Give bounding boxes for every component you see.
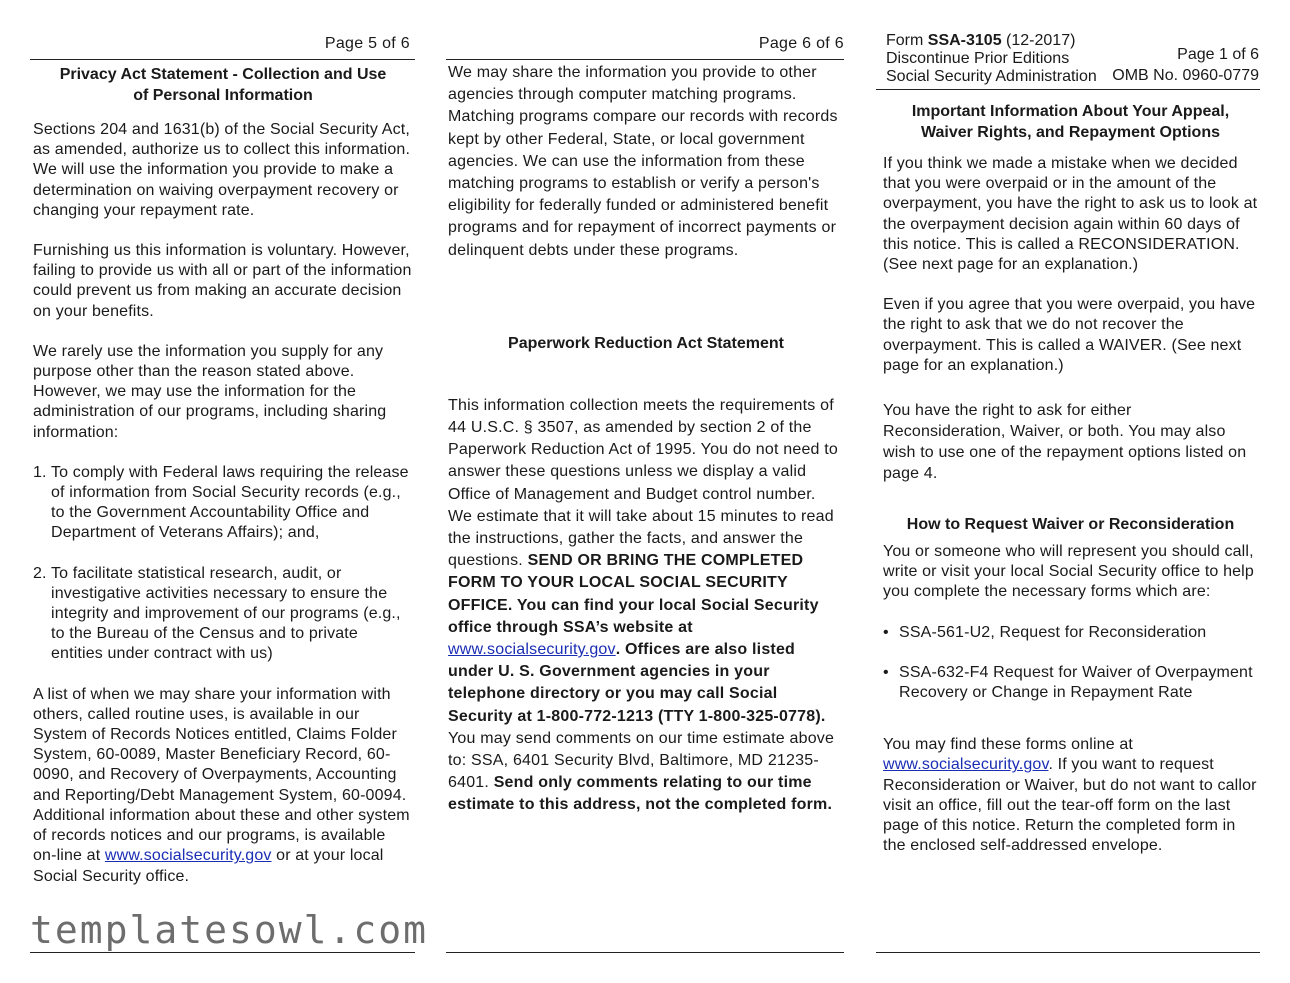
privacy-para-2: Furnishing us this information is voluntary. However, failing to provide us with all or part of the information could prevent us from making an accurate decision on your benefits. (33, 242, 412, 320)
page-number-6: Page 6 of 6 (758, 35, 844, 52)
list-item (883, 623, 1258, 643)
list-item (883, 663, 1258, 703)
header-rule (876, 89, 1260, 90)
bullet: • (883, 623, 889, 641)
page-number-1: Page 1 of 6 (1177, 46, 1259, 63)
appeal-rights-section (883, 101, 1258, 856)
paperwork-title: Paperwork Reduction Act Statement (508, 334, 784, 352)
privacy-para-3: We rarely use the information you supply for any purpose other than the reason stated above. However, we may use the information for the administration of our programs, including sharing information: (33, 342, 387, 441)
ssa-website-link[interactable]: www.socialsecurity.gov (104, 847, 272, 865)
privacy-act-title: Privacy Act Statement - Collection and Use of Personal Information (59, 66, 387, 104)
pra-comments: You may send comments on our time estimate above to: SSA, 6401 Security Blvd, Baltimore, MD 21235-6401. (448, 729, 835, 792)
pra-offices: . Offices are also listed under U. S. Government agencies in your telephone directory or you may call Social Security at 1-800-772-1213 (TTY 1-800-325-0778). (448, 641, 826, 725)
bullet: • (883, 663, 889, 681)
list-item (33, 564, 413, 665)
waiver-para: Even if you agree that you were overpaid, you have the right to ask that we do not recover the overpayment. This is called a WAIVER. (See next page for an explanation.) (883, 296, 1256, 374)
list-item (33, 463, 413, 544)
header-rule (30, 59, 415, 60)
routine-uses-text-end: or at your local Social Security office. (33, 847, 384, 885)
pra-text: This information collection meets the requirements of 44 U.S.C. § 3507, as amended by section 2 of the Paperwork Reduction Act of 1995. You do not need to answer these questions unless we display a valid Office of Management and Budget control number. We estimate that it will take about 15 minutes to read the instructions, gather the facts, and answer the questions. (448, 396, 839, 570)
form-ssa-632: SSA-632-F4 Request for Waiver of Overpayment Recovery or Change in Repayment Rate (899, 663, 1253, 702)
agency-name: Social Security Administration (886, 68, 1097, 85)
form-date: (12-2017) (1001, 32, 1076, 49)
appeal-title: Important Information About Your Appeal, Waiver Rights, and Repayment Options (911, 103, 1230, 141)
online-forms-para (883, 735, 1258, 856)
ssa-website-link[interactable]: www.socialsecurity.gov (448, 641, 616, 659)
pra-note: Send only comments relating to our time estimate to this address, not the completed form. (448, 774, 833, 814)
pra-instructions: SEND OR BRING THE COMPLETED FORM TO YOUR LOCAL SOCIAL SECURITY OFFICE. You can find your local Social Security office through SSA’s website at (448, 552, 819, 636)
matching-programs-para: We may share the information you provide to other agencies through computer matching programs. Matching programs compare our records with records kept by other Federal, State, or local government agencies. We can use the information from these matching programs to establish or verify a person's eligibility for federally funded or administered benefit programs and for repayment of incorrect payments or delinquent debts under these programs. (448, 64, 838, 259)
online-forms-text-end: . If you want to request Reconsideration or Waiver, but do not want to callor visit an office, fill out the tear-off form on the last page of this notice. Return the completed form in the enclosed self-addressed envelope. (883, 756, 1257, 855)
footer-rule (876, 952, 1260, 953)
header-rule (446, 59, 844, 60)
list-number: 2. (33, 564, 47, 582)
list-text: To facilitate statistical research, audit, or investigative activities necessary to ensure the integrity and improvement of our programs (e.g., to the Bureau of the Census and to private entities under contract with us) (51, 564, 401, 663)
routine-uses-text: A list of when we may share your information with others, called routine uses, is available in our System of Records Notices entitled, Claims Folder System, 60-0089, Master Beneficiary Record, 60-0090, and Recovery of Overpayments, Accounting and Reporting/Debt Management System, 60-0094. Additional information about these and other system of records notices and our programs, is available on-line at (33, 685, 410, 865)
form-ssa-561: SSA-561-U2, Request for Reconsideration (899, 623, 1207, 641)
privacy-para-1: Sections 204 and 1631(b) of the Social Security Act, as amended, authorize us to collect this information. We will use the information you provide to make a determination on waiving overpayment recovery or changing your repayment rate. (33, 121, 411, 219)
omb-number: OMB No. 0960-0779 (1112, 67, 1259, 84)
watermark: templatesowl.com (30, 908, 429, 952)
form-prefix: Form (886, 32, 928, 49)
routine-uses-para (33, 685, 413, 887)
form-header (886, 32, 1261, 86)
footer-rule (30, 952, 415, 953)
form-number: SSA-3105 (927, 32, 1002, 49)
options-para: You have the right to ask for either Reconsideration, Waiver, or both. You may also wish to use one of the repayment options listed on page 4. (883, 402, 1247, 483)
reconsideration-para: If you think we made a mistake when we decided that you were overpaid or in the amount of the overpayment, you have the right to ask us to look at the overpayment decision again within 60 days of this notice. This is called a RECONSIDERATION. (See next page for an explanation.) (883, 155, 1258, 274)
footer-rule (446, 952, 844, 953)
ssa-website-link[interactable]: www.socialsecurity.gov (883, 756, 1049, 774)
request-para: You or someone who will represent you should call, write or visit your local Social Security office to help you complete the necessary forms which are: (883, 543, 1254, 601)
discontinue-note: Discontinue Prior Editions (886, 50, 1070, 67)
request-title: How to Request Waiver or Reconsideration (906, 516, 1235, 534)
list-number: 1. (33, 463, 47, 481)
privacy-act-section (33, 64, 413, 887)
list-text: To comply with Federal laws requiring the release of information from Social Security records (e.g., to the Government Accountability Office and Department of Veterans Affairs); and, (51, 463, 409, 542)
page-number-5: Page 5 of 6 (324, 35, 410, 52)
paperwork-para (448, 395, 844, 817)
paperwork-section (448, 62, 844, 817)
online-forms-text: You may find these forms online at (883, 736, 1133, 754)
